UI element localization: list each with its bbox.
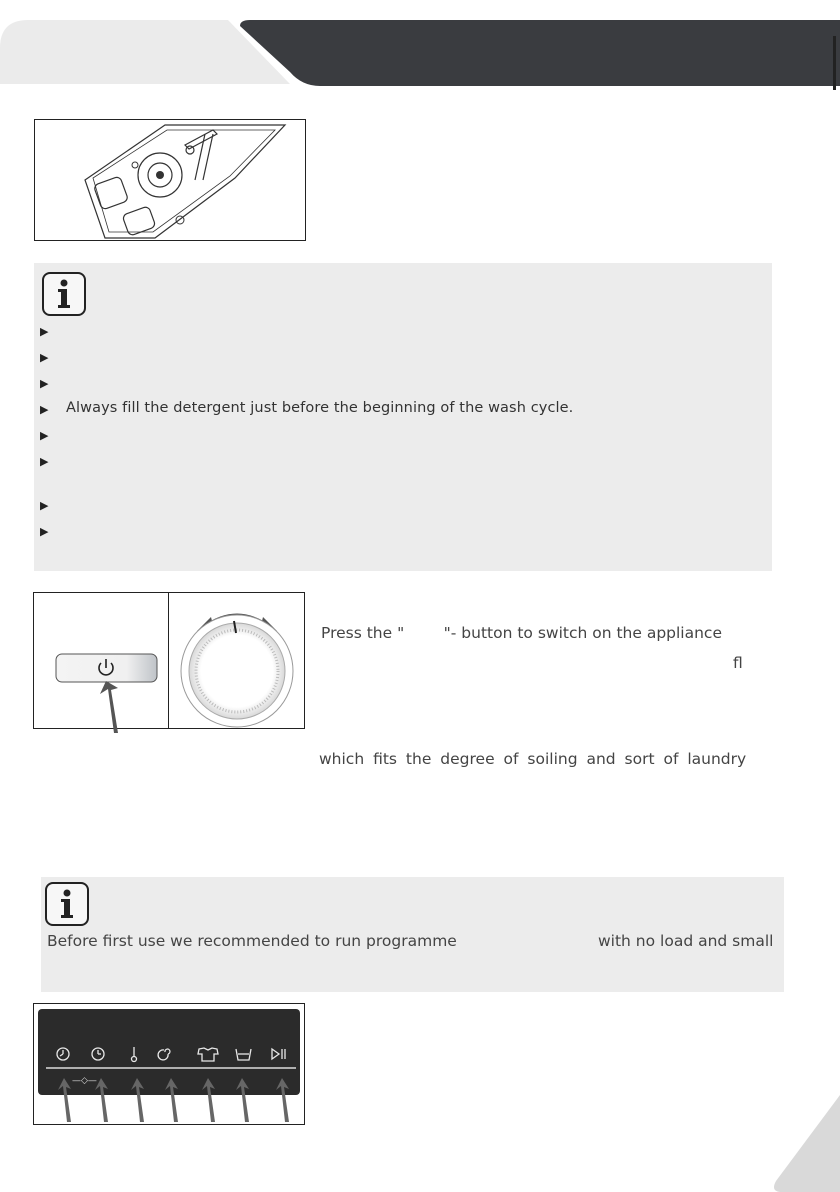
detergent-drawer-figure (34, 119, 306, 241)
header-tab-dark (240, 20, 840, 86)
first-use-text-start: Before first use we recommended to run programme (47, 932, 457, 950)
bullet-marker: ▶ (40, 351, 49, 364)
bullet-marker: ▶ (40, 429, 49, 442)
bullet-marker: ▶ (40, 403, 49, 416)
display-panel-figure (33, 1003, 305, 1125)
bullet-marker: ▶ (40, 377, 49, 390)
drawer-icon (35, 120, 305, 240)
program-knob-icon (169, 593, 305, 728)
program-instruction-line: which fits the degree of soiling and sort of laundry (319, 750, 747, 768)
info-icon (45, 882, 89, 926)
bullet-marker: ▶ (40, 525, 49, 538)
bullet-marker: ▶ (40, 325, 49, 338)
power-button-icon (34, 593, 168, 753)
page-corner-tab (770, 1095, 840, 1192)
power-knob-figure (33, 592, 305, 729)
power-instruction-fragment: fl (733, 654, 743, 672)
display-panel-svg (34, 1004, 304, 1124)
first-use-text-end: with no load and small (598, 932, 774, 950)
bullet-text: Always fill the detergent just before the beginning of the wash cycle. (66, 400, 574, 416)
info-icon (42, 272, 86, 316)
bullet-marker: ▶ (40, 499, 49, 512)
bullet-marker: ▶ (40, 455, 49, 468)
child-lock-label: —◇— (72, 1076, 97, 1086)
info-panel-detergent (34, 263, 772, 571)
page-side-marker (833, 36, 836, 90)
detergent-icon (156, 171, 164, 179)
power-instruction-line: Press the " "- button to switch on the appliance (321, 624, 722, 642)
